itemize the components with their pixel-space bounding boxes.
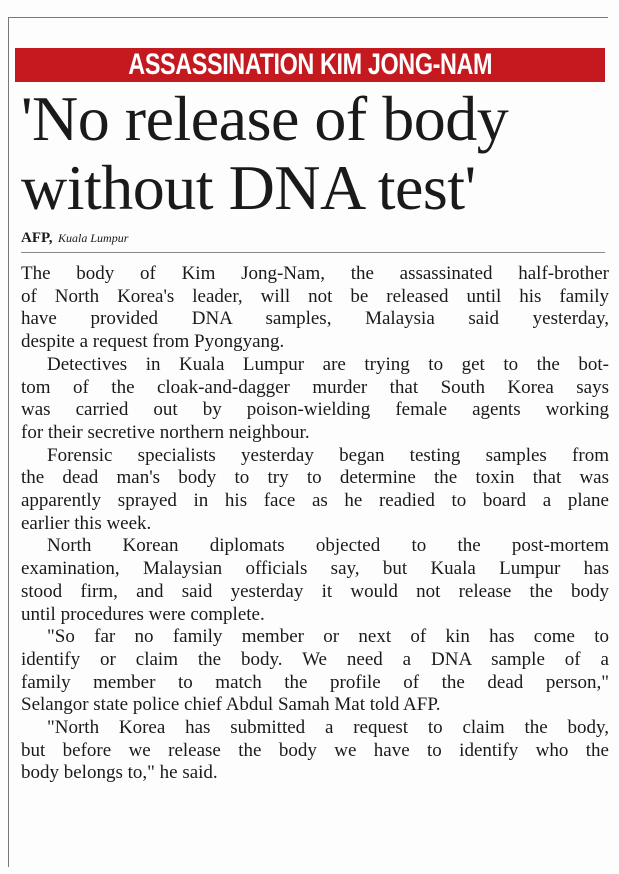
text-line: stood firm, and said yesterday it would not release the body (21, 580, 609, 602)
text-line: for their secretive northern neighbour. (21, 421, 310, 443)
paragraph (21, 535, 609, 626)
paragraph (21, 717, 609, 785)
text-line: of North Korea's leader, will not be released until his family (21, 285, 609, 307)
text-line: North Korean diplomats objected to the post-mortem (47, 535, 609, 557)
text-line: family member to match the profile of the dead person," (21, 671, 609, 693)
paragraph (21, 354, 609, 445)
text-line: was carried out by poison-wielding female agents working (21, 399, 609, 421)
text-line: but before we release the body we have to identify who the (21, 739, 609, 761)
text-line: The body of Kim Jong-Nam, the assassinated half-brother (21, 263, 609, 284)
text-line: until procedures were complete. (21, 603, 265, 625)
text-line: apparently sprayed in his face as he readied to board a plane (21, 490, 609, 512)
byline-agency: AFP, (21, 230, 53, 246)
text-line: earlier this week. (21, 512, 152, 534)
text-line: Selangor state police chief Abdul Samah Mat told AFP. (21, 694, 441, 716)
text-line: have provided DNA samples, Malaysia said yesterday, (21, 308, 609, 330)
text-line: tom of the cloak-and-dagger murder that South Korea says (21, 376, 609, 398)
left-column-rule (8, 17, 9, 867)
paragraph (21, 626, 609, 717)
text-line: examination, Malaysian officials say, but Kuala Lumpur has (21, 558, 609, 580)
paragraph (21, 263, 609, 354)
article-body (21, 263, 609, 785)
text-line: identify or claim the body. We need a DNA sample of a (21, 648, 609, 670)
text-line: Detectives in Kuala Lumpur are trying to get to the bot- (47, 353, 609, 375)
text-line: body belongs to," he said. (21, 762, 218, 784)
section-kicker-text: ASSASSINATION KIM JONG-NAM (128, 48, 492, 81)
byline-place: Kuala Lumpur (58, 231, 129, 245)
headline (21, 84, 609, 222)
text-line: "So far no family member or next of kin has come to (47, 626, 609, 648)
article (15, 48, 609, 785)
text-line: "North Korea has submitted a request to claim the body, (47, 717, 609, 739)
headline-line: without DNA test' (21, 152, 476, 223)
headline-line: 'No release of body (21, 83, 509, 154)
text-line: despite a request from Pyongyang. (21, 331, 285, 353)
text-line: the dead man's body to try to determine the toxin that was (21, 467, 609, 489)
section-kicker (15, 48, 605, 82)
top-rule (8, 17, 608, 18)
byline-rule (21, 252, 605, 253)
byline (21, 228, 609, 248)
text-line: Forensic specialists yesterday began testing samples from (47, 444, 609, 466)
paragraph (21, 445, 609, 536)
